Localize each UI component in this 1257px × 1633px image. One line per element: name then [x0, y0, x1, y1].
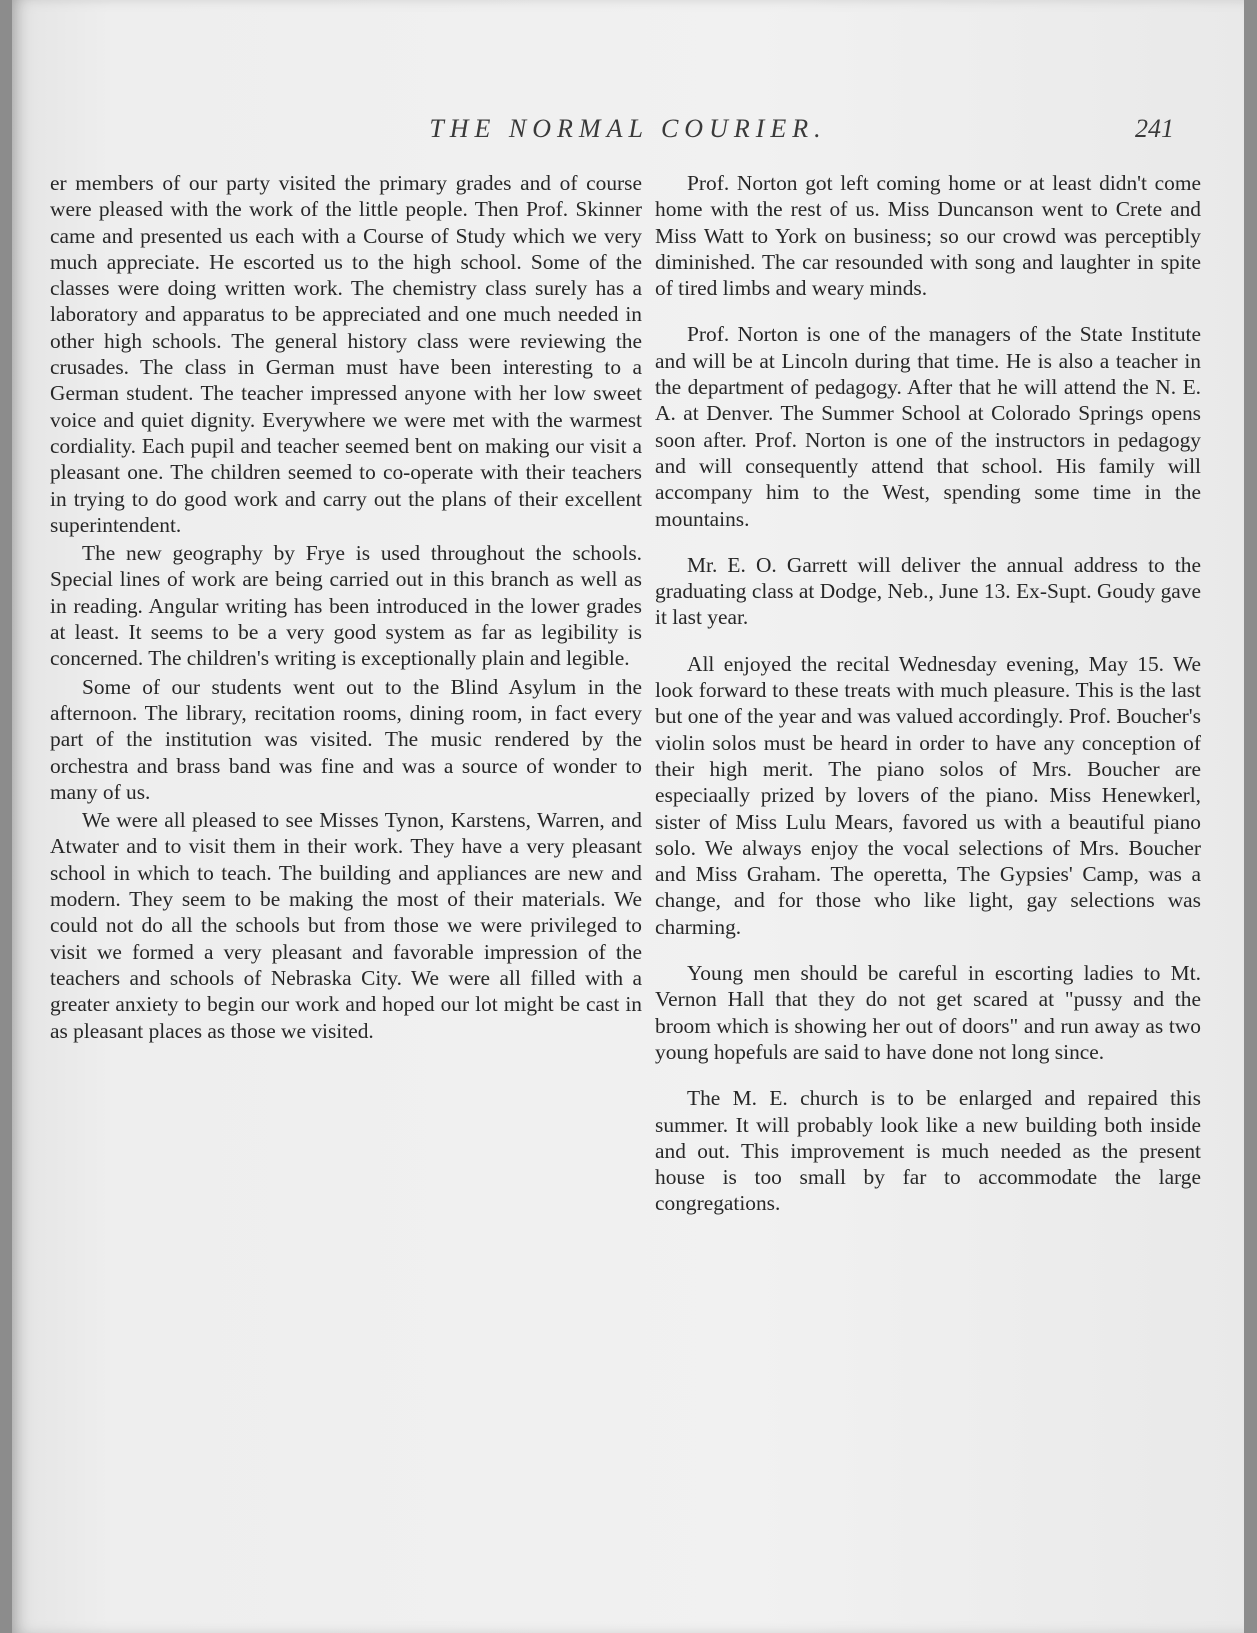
running-header	[12, 114, 1244, 154]
publication-title: THE NORMAL COURIER.	[429, 114, 827, 143]
paragraph: Prof. Norton is one of the managers of the State Institute and will be at Lincoln during that time. He is also a teacher in the department of pedagogy. After that he will attend the N. E. A. at Denver. The Summer School at Colorado Springs opens soon after. Prof. Norton is one of the instructors in pedagogy and will consequently attend that school. His family will accompany him to the West, spending some time in the mountains.	[655, 322, 1201, 531]
paragraph: All enjoyed the recital Wednesday evening, May 15. We look forward to these treats with much pleasure. This is the last but one of the year and was valued accordingly. Prof. Boucher's violin solos must be heard in order to have any conception of their high merit. The piano solos of Mrs. Boucher are especiaally prized by lovers of the piano. Miss Henewkerl, sister of Miss Lulu Mears, favored us with a beautiful piano solo. We always enjoy the vocal selections of Mrs. Boucher and Miss Graham. The operetta, The Gypsies' Camp, was a change, and for those who like light, gay selections was charming.	[655, 651, 1201, 939]
paragraph: er members of our party visited the primary grades and of course were pleased with the work of the little people. Then Prof. Skinner came and presented us each with a Course of Study which we very much appreciate. He escorted us to the high school. Some of the classes were doing written work. The chemistry class surely has a laboratory and apparatus to be appreciated and one much needed in other high schools. The general history class were reviewing the crusades. The class in German must have been interesting to a German student. The teacher impressed anyone with her low sweet voice and quiet dignity. Everywhere we were met with the warmest cordiality. Each pupil and teacher seemed bent on making our visit a pleasant one. The children seemed to co-operate with their teachers in trying to do good work and carry out the plans of their excellent superintendent.	[50, 171, 642, 537]
paragraph: We were all pleased to see Misses Tynon, Karstens, Warren, and Atwater and to visit them in their work. They have a very pleasant school in which to teach. The building and appliances are new and modern. They seem to be making the most of their materials. We could not do all the schools but from those we were privileged to visit we formed a very pleasant and favorable impression of the teachers and schools of Nebraska City. We were all filled with a greater anxiety to begin our work and hoped our lot might be cast in as pleasant places as those we visited.	[50, 808, 642, 1043]
paragraph: The M. E. church is to be enlarged and repaired this summer. It will probably look like a new building both inside and out. This improvement is much needed as the present house is too small by far to accommodate the large congregations.	[655, 1086, 1201, 1216]
paragraph: The new geography by Frye is used throughout the schools. Special lines of work are being carried out in this branch as well as in reading. Angular writing has been introduced in the lower grades at least. It seems to be a very good system as far as legibility is concerned. The children's writing is exceptionally plain and legible.	[50, 541, 642, 671]
right-column	[655, 170, 1201, 1217]
left-column	[50, 170, 642, 1044]
paragraph: Some of our students went out to the Blind Asylum in the afternoon. The library, recitation rooms, dining room, in fact every part of the institution was visited. The music rendered by the orchestra and brass band was fine and was a source of wonder to many of us.	[50, 674, 642, 804]
paragraph: Mr. E. O. Garrett will deliver the annual address to the graduating class at Dodge, Neb., June 13. Ex-Supt. Goudy gave it last year.	[655, 552, 1201, 630]
paragraph: Young men should be careful in escorting ladies to Mt. Vernon Hall that they do not get scared at "pussy and the broom which is showing her out of doors" and run away as two young hopefuls are said to have done not long since.	[655, 961, 1201, 1064]
page-sheet	[12, 0, 1244, 1633]
page-number: 241	[1135, 114, 1174, 143]
paragraph: Prof. Norton got left coming home or at least didn't come home with the rest of us. Miss Duncanson went to Crete and Miss Watt to York on business; so our crowd was perceptibly diminished. The car resounded with song and laughter in spite of tired limbs and weary minds.	[655, 171, 1201, 301]
